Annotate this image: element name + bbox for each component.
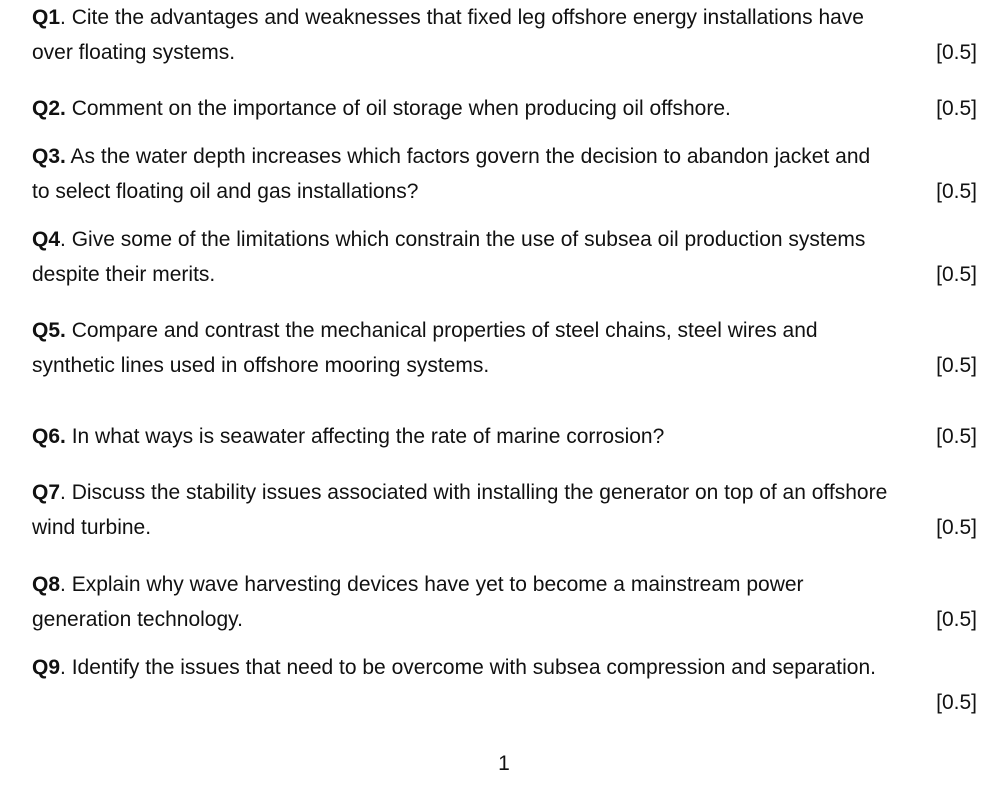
- question-8: [32, 567, 977, 637]
- question-text: wind turbine.: [32, 516, 152, 539]
- question-line: [32, 650, 977, 685]
- question-line: [32, 139, 977, 174]
- question-line: [32, 419, 977, 454]
- label-separator: .: [60, 228, 72, 251]
- question-line: [32, 510, 977, 545]
- question-line: [32, 35, 977, 70]
- question-6: [32, 419, 977, 454]
- question-label: Q9: [32, 656, 61, 679]
- question-label: Q2.: [32, 97, 66, 120]
- question-text: Comment on the importance of oil storage when producing oil offshore.: [71, 97, 731, 120]
- label-separator: .: [60, 656, 72, 679]
- question-line: [32, 0, 977, 35]
- question-text: over floating systems.: [32, 41, 236, 64]
- question-mark-value: [0.5]: [936, 354, 977, 377]
- question-mark-value: [0.5]: [936, 608, 977, 631]
- question-text: Identify the issues that need to be overcome with subsea compression and separation.: [71, 656, 876, 679]
- question-label: Q5.: [32, 319, 66, 342]
- label-separator: .: [60, 573, 72, 596]
- question-mark-value: [0.5]: [936, 263, 977, 286]
- question-text: Discuss the stability issues associated with installing the generator on top of an offshore: [71, 481, 888, 504]
- question-label: Q3.: [32, 145, 66, 168]
- question-text: synthetic lines used in offshore mooring systems.: [32, 354, 490, 377]
- question-text: to select floating oil and gas installations?: [32, 180, 419, 203]
- question-text: generation technology.: [32, 608, 243, 631]
- question-label: Q8: [32, 573, 61, 596]
- question-text: Compare and contrast the mechanical properties of steel chains, steel wires and: [71, 319, 818, 342]
- question-line: [32, 348, 977, 383]
- label-separator: .: [60, 6, 72, 29]
- question-line: [32, 222, 977, 257]
- question-line: [32, 475, 977, 510]
- question-text: Give some of the limitations which constrain the use of subsea oil production systems: [71, 228, 866, 251]
- question-line: [32, 257, 977, 292]
- question-mark-value: [0.5]: [936, 691, 977, 714]
- question-mark-value: [0.5]: [936, 425, 977, 448]
- question-1: [32, 0, 977, 70]
- question-mark-value: [0.5]: [936, 180, 977, 203]
- question-line: [32, 602, 977, 637]
- question-text: despite their merits.: [32, 263, 216, 286]
- question-line: [32, 174, 977, 209]
- question-7: [32, 475, 977, 545]
- question-text: Explain why wave harvesting devices have yet to become a mainstream power: [71, 573, 804, 596]
- question-text: Cite the advantages and weaknesses that fixed leg offshore energy installations have: [71, 6, 864, 29]
- question-4: [32, 222, 977, 292]
- question-mark-value: [0.5]: [936, 41, 977, 64]
- question-line: [32, 313, 977, 348]
- question-5: [32, 313, 977, 383]
- question-line: [32, 567, 977, 602]
- question-label: Q6.: [32, 425, 66, 448]
- label-separator: .: [60, 481, 72, 504]
- question-3: [32, 139, 977, 209]
- page-number: 1: [498, 752, 510, 775]
- question-2: [32, 91, 977, 126]
- question-label: Q1: [32, 6, 61, 29]
- question-text: As the water depth increases which factors govern the decision to abandon jacket and: [70, 145, 871, 168]
- question-line: [32, 91, 977, 126]
- question-label: Q7: [32, 481, 61, 504]
- question-text: In what ways is seawater affecting the rate of marine corrosion?: [71, 425, 665, 448]
- question-label: Q4: [32, 228, 61, 251]
- question-mark-value: [0.5]: [936, 97, 977, 120]
- question-mark-value: [0.5]: [936, 516, 977, 539]
- question-9: [32, 650, 977, 714]
